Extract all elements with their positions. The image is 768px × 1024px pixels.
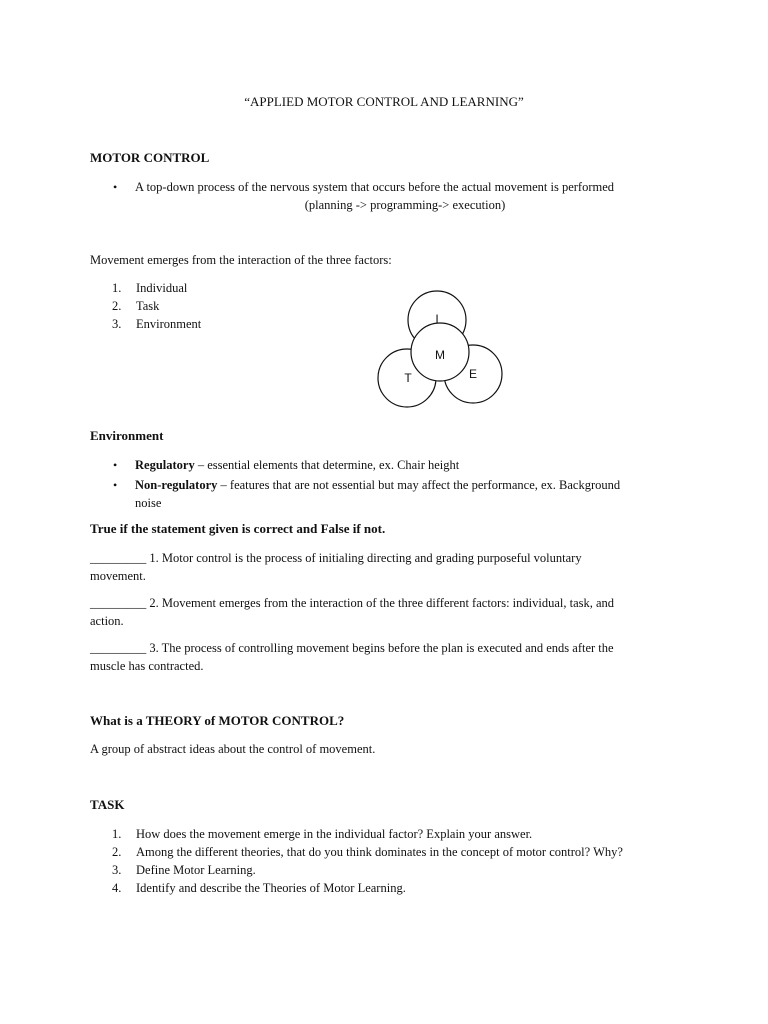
bullet-icon: • [113,180,118,194]
statement-text: 3. The process of controlling movement begins before the plan is executed and ends after the [146,641,614,655]
list-item-label: Environment [136,317,202,331]
true-false-item-1 [90,549,690,585]
true-false-item-2 [90,594,690,630]
environment-item-regulatory [113,456,683,474]
term-description: – features that are not essential but may affect the performance, ex. Background [217,478,621,492]
task-item [112,861,256,879]
list-item-label: Individual [136,281,188,295]
diagram-label-individual: I [435,312,439,326]
diagram-label-environment: E [468,367,478,381]
task-text: Define Motor Learning. [136,863,256,877]
motor-control-heading: MOTOR CONTROL [90,150,210,165]
environment-heading: Environment [90,428,164,443]
statement-text-continued: muscle has contracted. [90,659,204,673]
motor-control-bullet [113,178,673,196]
task-text: How does the movement emerge in the individual factor? Explain your answer. [136,827,533,841]
statement-text-continued: action. [90,614,124,628]
term-description-continued: noise [135,496,162,510]
list-number: 2. [112,845,122,859]
list-item-label: Task [136,299,160,313]
task-item [112,825,532,843]
list-number: 3. [112,317,122,331]
motor-control-sequence: (planning -> programming-> execution) [304,198,506,212]
theory-definition: A group of abstract ideas about the control of movement. [90,742,376,756]
task-item [112,843,623,861]
page-title: “APPLIED MOTOR CONTROL AND LEARNING” [244,94,524,109]
factor-item-task [112,297,159,315]
task-heading: TASK [90,797,125,812]
task-text: Among the different theories, that do you think dominates in the concept of motor control? Why? [136,845,623,859]
answer-blank[interactable]: _________ [90,641,147,655]
task-text: Identify and describe the Theories of Motor Learning. [136,881,406,895]
answer-blank[interactable]: _________ [90,596,147,610]
environment-item-non-regulatory [113,476,683,494]
term-description: – essential elements that determine, ex. Chair height [194,458,460,472]
diagram-label-movement: M [435,348,445,362]
bullet-icon: • [113,458,118,472]
true-false-item-3 [90,639,690,675]
motor-control-definition: A top-down process of the nervous system that occurs before the actual movement is performed [135,180,615,194]
list-number: 1. [112,281,122,295]
list-number: 2. [112,299,122,313]
bullet-icon: • [113,478,118,492]
list-number: 3. [112,863,122,877]
diagram-label-task: T [404,371,412,385]
list-number: 4. [112,881,122,895]
factors-intro: Movement emerges from the interaction of the three factors: [90,253,392,267]
theory-heading: What is a THEORY of MOTOR CONTROL? [90,713,345,728]
factor-item-environment [112,315,201,333]
factors-diagram [370,285,510,415]
list-number: 1. [112,827,122,841]
term-label: Non-regulatory [135,478,218,492]
term-label: Regulatory [135,458,195,472]
statement-text-continued: movement. [90,569,146,583]
answer-blank[interactable]: _________ [90,551,147,565]
factor-item-individual [112,279,187,297]
true-false-heading: True if the statement given is correct and False if not. [90,521,386,536]
statement-text: 2. Movement emerges from the interaction of the three different factors: individual, task, and [146,596,615,610]
task-item [112,879,406,897]
statement-text: 1. Motor control is the process of initialing directing and grading purposeful voluntary [146,551,582,565]
